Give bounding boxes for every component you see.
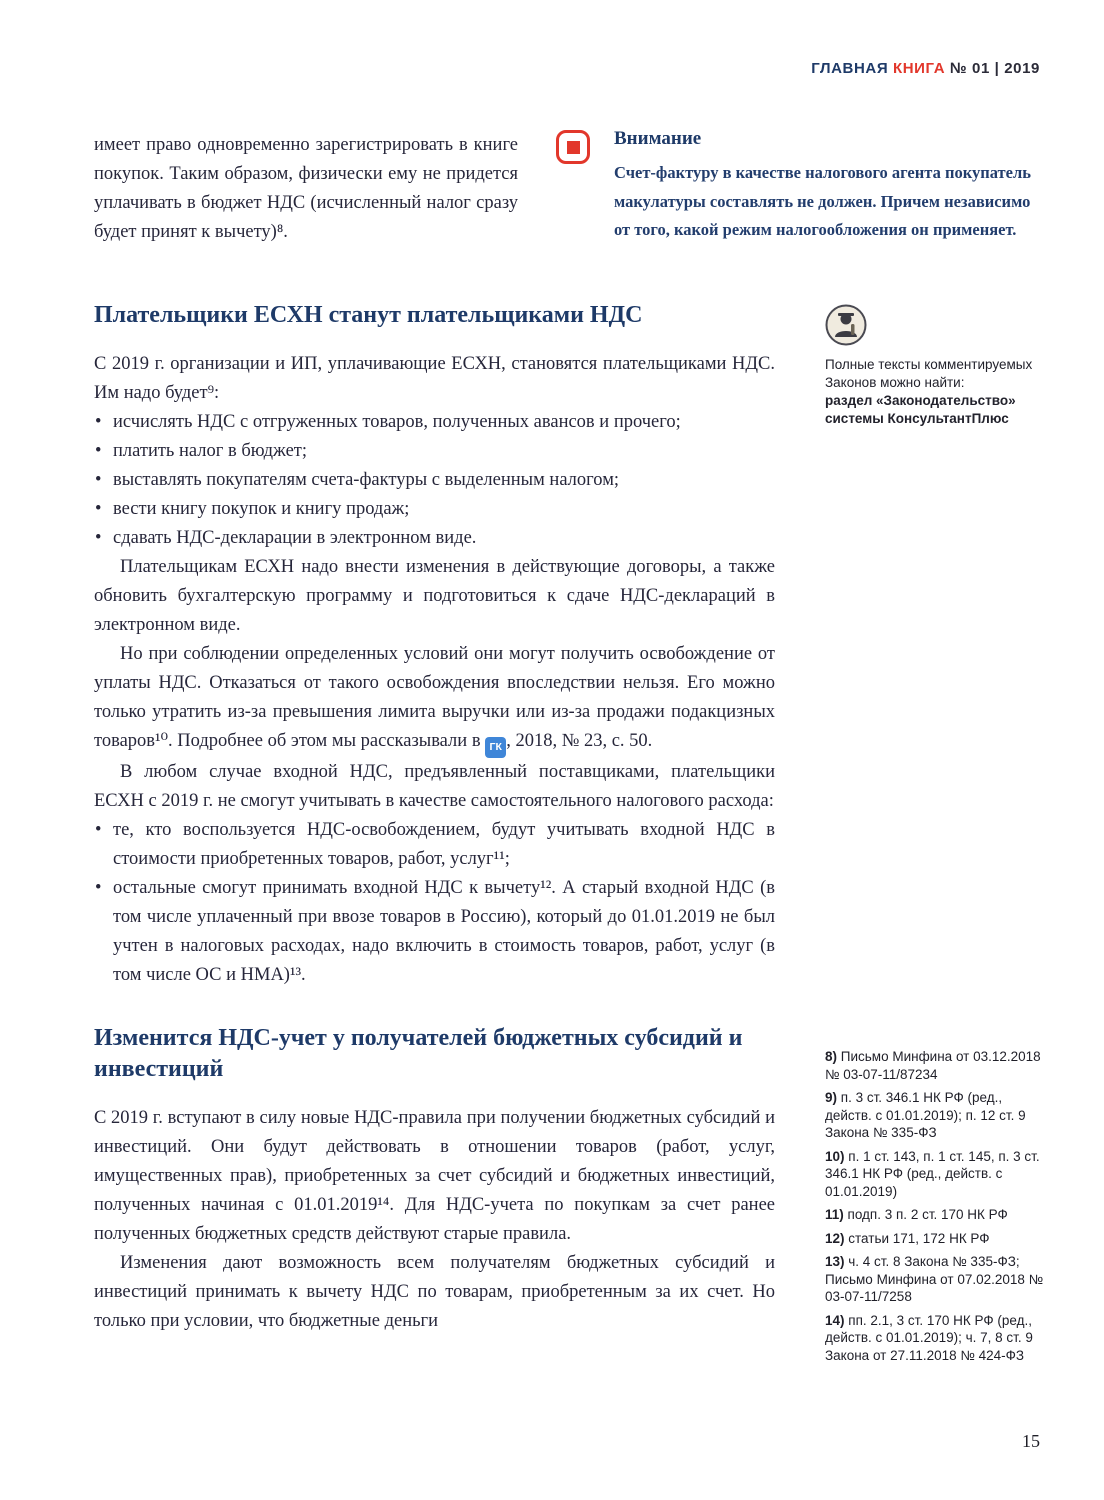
attention-icon bbox=[556, 130, 590, 164]
consultant-stamp-icon bbox=[825, 304, 867, 346]
footnote-number: 13) bbox=[825, 1254, 849, 1269]
list-item: • исчислять НДС с отгруженных товаров, полученных авансов и прочего; bbox=[94, 408, 775, 437]
footnote-text: п. 1 ст. 143, п. 1 ст. 145, п. 3 ст. 346.1 НК РФ (ред., действ. с 01.01.2019) bbox=[825, 1148, 1040, 1199]
page-number: 15 bbox=[1022, 1431, 1040, 1451]
paragraph: Изменения дают возможность всем получателям бюджетных субсидий и инвестиций принимать к вычету НДС по товарам, приобретенным за их счет. Но только при условии, что бюджетные деньги bbox=[94, 1253, 775, 1331]
paragraph: С 2019 г. вступают в силу новые НДС-правила при получении бюджетных субсидий и инвестиций. Они будут действовать в отношении товаров (работ, услуг, имущественных прав), приобретенных за счет субсидий и бюджетных инвестиций, полученных начиная с 01.01.2019¹⁴. Для НДС-учета по покупкам за счет ранее полученных бюджетных средств действуют старые правила. bbox=[94, 1108, 775, 1244]
footnote-text: п. 3 ст. 346.1 НК РФ (ред., действ. с 01.01.2019); п. 12 ст. 9 Закона № 335-ФЗ bbox=[825, 1090, 1026, 1140]
paragraph-text: Но при соблюдении определенных условий они могут получить освобождение от уплаты НДС. Отказаться от такого освобождения впоследствии нельзя. Его можно только утратить из-за превышения лимита выручки или из-за продажи подакцизных товаров¹⁰. Подробнее об этом мы рассказывали в bbox=[94, 644, 775, 751]
input-vat-list bbox=[94, 816, 775, 990]
brand-name-part1: ГЛАВНАЯ bbox=[811, 60, 893, 77]
section-title-subsidies: Изменится НДС-учет у получателей бюджетных субсидий и инвестиций bbox=[94, 1025, 743, 1082]
list-item: • те, кто воспользуется НДС-освобождением, будут учитывать входной НДС в стоимости приобретенных товаров, работ, услуг¹¹; bbox=[94, 816, 775, 874]
footnote-text: статьи 171, 172 НК РФ bbox=[848, 1230, 990, 1246]
footnote-number: 14) bbox=[825, 1312, 849, 1328]
footnote-text: Письмо Минфина от 03.12.2018 № 03-07-11/87234 bbox=[825, 1049, 1041, 1082]
sidebar-note-link-text[interactable]: раздел «Законодательство» системы КонсультантПлюс bbox=[825, 393, 1016, 426]
footnote bbox=[825, 1312, 1049, 1365]
list-item: • остальные смогут принимать входной НДС к вычету¹². А старый входной НДС (в том числе уплаченный при ввозе товаров в Россию), который до 01.01.2019 не был учтен в налоговых расходах, надо включить в стоимость товаров, работ, услуг (в том числе ОС и НМА)¹³. bbox=[94, 874, 775, 990]
footnote-text: подп. 3 п. 2 ст. 170 НК РФ bbox=[847, 1207, 1008, 1222]
footnote bbox=[825, 1148, 1049, 1201]
sidebar-note-text: Полные тексты комментируемых Законов можно найти: bbox=[825, 357, 1033, 390]
footnote-text: ч. 4 ст. 8 Закона № 335-ФЗ; Письмо Минфина от 07.02.2018 № 03-07-11/7258 bbox=[825, 1254, 1044, 1304]
footnote-number: 12) bbox=[825, 1230, 849, 1246]
section-title-esxn: Плательщики ЕСХН станут плательщиками НДС bbox=[94, 302, 643, 328]
footnote bbox=[825, 1048, 1049, 1083]
sidebar-reference-note bbox=[825, 304, 1043, 428]
attention-callout bbox=[556, 128, 1042, 245]
list-item: • вести книгу покупок и книгу продаж; bbox=[94, 495, 775, 524]
footnote bbox=[825, 1206, 1049, 1224]
list-item: • платить налог в бюджет; bbox=[94, 437, 775, 466]
list-item: • выставлять покупателям счета-фактуры с выделенным налогом; bbox=[94, 466, 775, 495]
paragraph-with-gk-badge bbox=[94, 640, 775, 758]
footnote-number: 9) bbox=[825, 1090, 841, 1105]
footnote-number: 8) bbox=[825, 1049, 841, 1064]
footnote bbox=[825, 1253, 1049, 1306]
footnote-text: пп. 2.1, 3 ст. 170 НК РФ (ред., действ. с 01.01.2019); ч. 7, 8 ст. 9 Закона от 27.11.2018 № 424-ФЗ bbox=[825, 1312, 1033, 1363]
footnotes-column bbox=[825, 1048, 1049, 1370]
paragraph: Плательщикам ЕСХН надо внести изменения в действующие договоры, а также обновить бухгалтерскую программу и подготовиться к сдаче НДС-деклараций в электронном виде. bbox=[94, 557, 775, 635]
attention-text: Счет-фактуру в качестве налогового агента покупатель макулатуры составлять не должен. Причем независимо от того, какой режим налогообложения он применяет. bbox=[614, 163, 1031, 239]
footnote-number: 10) bbox=[825, 1148, 849, 1164]
footnote-number: 11) bbox=[825, 1207, 848, 1222]
footnote bbox=[825, 1230, 1049, 1248]
issue-number: № 01 | 2019 bbox=[945, 60, 1040, 77]
magazine-header bbox=[811, 60, 1040, 77]
article-main-column bbox=[94, 300, 775, 1336]
brand-name-part2: КНИГА bbox=[892, 60, 946, 77]
paragraph-text: , 2018, № 23, с. 50. bbox=[506, 731, 653, 751]
paragraph: С 2019 г. организации и ИП, уплачивающие ЕСХН, становятся плательщиками НДС. Им надо будет⁹: bbox=[94, 354, 775, 403]
esxn-duties-list bbox=[94, 408, 775, 553]
list-item: • сдавать НДС-декларации в электронном виде. bbox=[94, 524, 775, 553]
intro-paragraph: имеет право одновременно зарегистрировать в книге покупок. Таким образом, физически ему не придется уплачивать в бюджет НДС (исчисленный налог сразу будет принят к вычету)⁸. bbox=[94, 135, 518, 242]
gk-magazine-icon: ГК bbox=[485, 737, 506, 758]
attention-body bbox=[614, 128, 1042, 245]
paragraph: В любом случае входной НДС, предъявленный поставщиками, плательщики ЕСХН с 2019 г. не смогут учитывать в качестве самостоятельного налогового расхода: bbox=[94, 762, 775, 811]
attention-title: Внимание bbox=[614, 128, 702, 149]
footnote bbox=[825, 1089, 1049, 1142]
